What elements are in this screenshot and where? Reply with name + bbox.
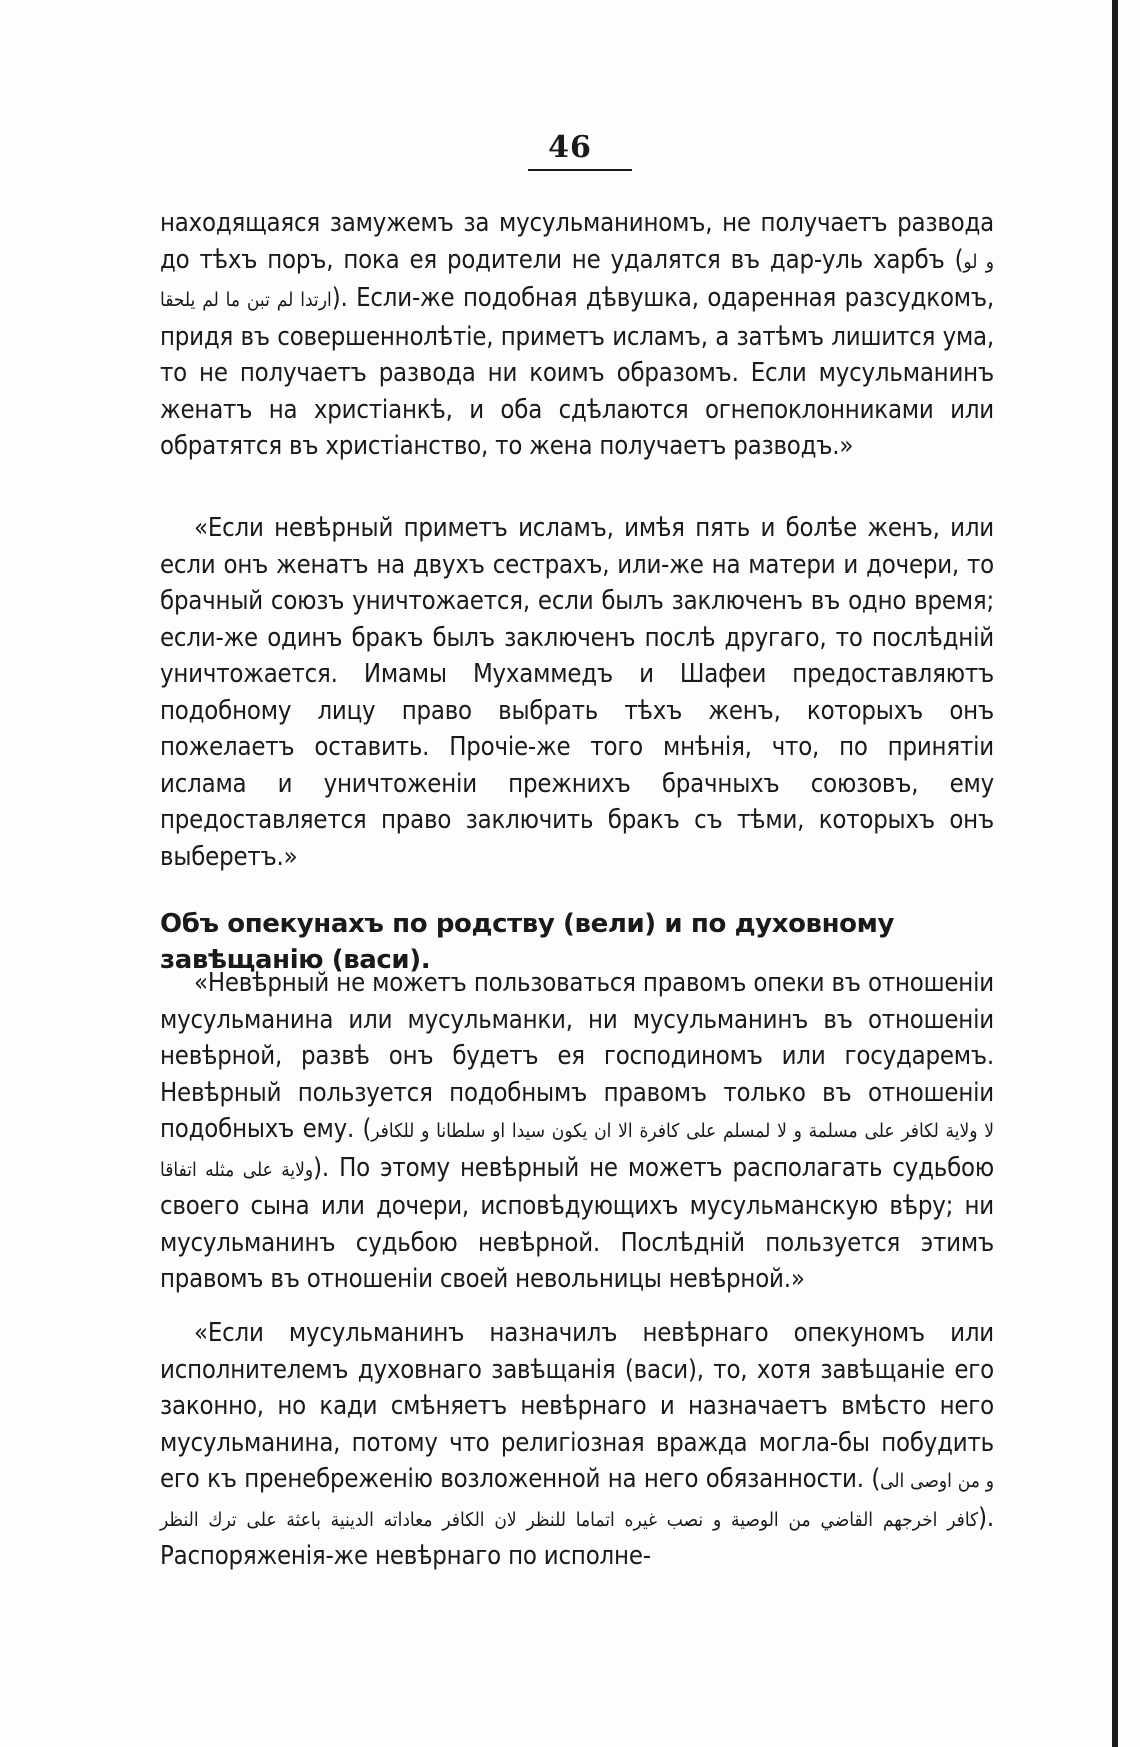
arabic-quote: و لو ارتدا لم تبن ما لم يلحقا xyxy=(160,250,994,311)
arabic-quote: لا ولاية لكافر على مسلمة و لا لمسلم على كافرة الا ان يكون سيدا او سلطانا و للكافر ولاية على مثله اتفاقا xyxy=(160,1120,994,1181)
paragraph-text: ). Распоряженія-же невѣрнаго по исполне- xyxy=(160,1502,994,1571)
paragraph-text: «Невѣрный не можетъ пользоваться правомъ опеки въ отношеніи мусульманина или мусульманки, ни мусульманинъ въ отношеніи невѣрной, развѣ онъ будетъ ея господиномъ или государемъ. Невѣрный пользуется подобнымъ правомъ только въ отношеніи подобныхъ ему. ( xyxy=(160,968,994,1144)
paragraph-executor xyxy=(160,1315,994,1575)
arabic-quote: و من اوصى الى كافر اخرجهم القاضي من الوصية و نصب غيره اتماما للنظر لان الكافر معاداته الدينية باعثة على ترك النظر xyxy=(160,1470,994,1531)
section-heading: Объ опекунахъ по родству (вели) и по духовному завѣщанію (васи). xyxy=(160,909,895,975)
paragraph-text: «Если мусульманинъ назначилъ невѣрнаго опекуномъ или исполнителемъ духовнаго завѣщанія (васи), то, хотя завѣщаніе его законно, но кади смѣняетъ невѣрнаго и назначаетъ вмѣсто него мусульманина, потому что религіозная вражда могла-бы побудить его къ пренебреженію возложенной на него обязанности. ( xyxy=(160,1318,994,1494)
page-number: 46 xyxy=(548,130,592,165)
paragraph-text: находящаяся замужемъ за мусульманиномъ, не получаетъ развода до тѣхъ поръ, пока ея родители не удалятся въ дар-уль харбъ ( xyxy=(160,208,994,275)
page-number-rule xyxy=(528,169,632,171)
paragraph-continuation xyxy=(160,205,994,465)
paragraph-new-converts xyxy=(160,510,994,875)
paragraph-text: ). По этому невѣрный не можетъ располагать судьбою своего сына или дочери, исповѣдующихъ мусульманскую вѣру; ни мусульманинъ судьбою невѣрной. Послѣдній пользуется этимъ правомъ въ отношеніи своей невольницы невѣрной.» xyxy=(160,1152,994,1294)
paragraph-text: «Если невѣрный приметъ исламъ, имѣя пять и болѣе женъ, или если онъ женатъ на двухъ сестрахъ, или-же на матери и дочери, то брачный союзъ уничтожается, если былъ заключенъ въ одно время; если-же одинъ бракъ былъ заключенъ послѣ другаго, то послѣдній уничтожается. Имамы Мухаммедъ и Шафеи предоставляютъ подобному лицу право выбрать тѣхъ женъ, которыхъ онъ пожелаетъ оставить. Прочіе-же того мнѣнія, что, по принятіи ислама и уничтоженіи прежнихъ брачныхъ союзовъ, ему предоставляется право заключить бракъ съ тѣми, которыхъ онъ выберетъ.» xyxy=(160,513,994,872)
paragraph-text: ). Если-же подобная дѣвушка, одаренная разсудкомъ, придя въ совершеннолѣтіе, приметъ исламъ, а затѣмъ лишится ума, то не получаетъ развода ни коимъ образомъ. Если мусульманинъ женатъ на христіанкѣ, и оба сдѣлаются огнепоклонниками или обратятся въ христіанство, то жена получаетъ разводъ.» xyxy=(160,283,994,461)
page-edge-shadow xyxy=(1112,0,1118,1747)
paragraph-guardianship xyxy=(160,965,994,1298)
